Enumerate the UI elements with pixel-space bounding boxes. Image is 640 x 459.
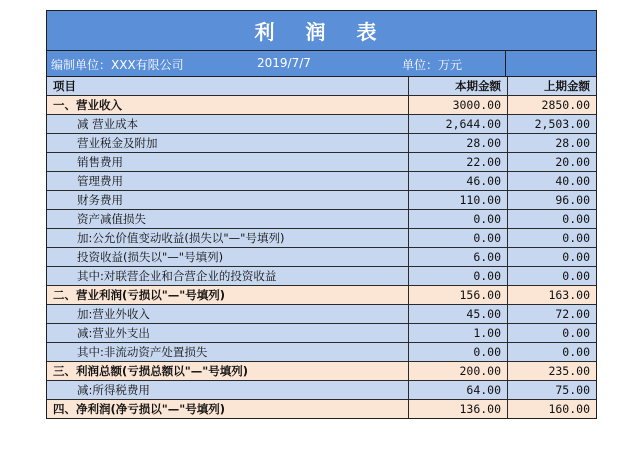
row-previous-amount: 0.00 <box>508 324 596 343</box>
table-row <box>47 343 596 362</box>
row-label: 资产减值损失 <box>47 210 409 229</box>
row-current-amount: 2,644.00 <box>409 115 508 134</box>
header-current: 本期金额 <box>409 77 508 96</box>
row-label: 减:营业外支出 <box>47 324 409 343</box>
table-row <box>47 305 596 324</box>
row-previous-amount: 20.00 <box>508 153 596 172</box>
row-current-amount: 200.00 <box>409 362 508 381</box>
company-label: 编制单位：XXX有限公司 <box>51 58 184 72</box>
row-previous-amount: 0.00 <box>508 343 596 362</box>
row-label: 加:公允价值变动收益(损失以"—"号填列) <box>47 229 409 248</box>
row-previous-amount: 0.00 <box>508 229 596 248</box>
row-current-amount: 0.00 <box>409 210 508 229</box>
table-row <box>47 191 596 210</box>
header-previous: 上期金额 <box>508 77 596 96</box>
table-row <box>47 134 596 153</box>
row-current-amount: 46.00 <box>409 172 508 191</box>
row-previous-amount: 96.00 <box>508 191 596 210</box>
row-label: 减:所得税费用 <box>47 381 409 400</box>
table-row <box>47 286 596 305</box>
row-current-amount: 156.00 <box>409 286 508 305</box>
row-current-amount: 0.00 <box>409 229 508 248</box>
row-previous-amount: 75.00 <box>508 381 596 400</box>
row-label: 管理费用 <box>47 172 409 191</box>
row-current-amount: 6.00 <box>409 248 508 267</box>
row-label: 其中:对联营企业和合营企业的投资收益 <box>47 267 409 286</box>
row-previous-amount: 72.00 <box>508 305 596 324</box>
table-row <box>47 381 596 400</box>
row-label: 四、净利润(净亏损以"—"号填列) <box>47 400 409 419</box>
table-row <box>47 210 596 229</box>
statement-meta-bar <box>47 51 596 77</box>
unit-label: 单位：万元 <box>402 58 463 72</box>
row-previous-amount: 40.00 <box>508 172 596 191</box>
table-row <box>47 324 596 343</box>
row-previous-amount: 0.00 <box>508 210 596 229</box>
row-label: 销售费用 <box>47 153 409 172</box>
income-statement-sheet <box>46 10 597 419</box>
table-row <box>47 267 596 286</box>
table-row <box>47 229 596 248</box>
row-current-amount: 0.00 <box>409 343 508 362</box>
row-previous-amount: 0.00 <box>508 248 596 267</box>
table-header-row <box>47 77 596 96</box>
row-previous-amount: 163.00 <box>508 286 596 305</box>
row-current-amount: 22.00 <box>409 153 508 172</box>
row-label: 减 营业成本 <box>47 115 409 134</box>
row-previous-amount: 235.00 <box>508 362 596 381</box>
header-item: 项目 <box>47 77 409 96</box>
row-label: 三、利润总额(亏损总额以"—"号填列) <box>47 362 409 381</box>
row-current-amount: 136.00 <box>409 400 508 419</box>
row-label: 财务费用 <box>47 191 409 210</box>
row-previous-amount: 160.00 <box>508 400 596 419</box>
row-label: 投资收益(损失以"—"号填列) <box>47 248 409 267</box>
statement-table <box>47 77 596 418</box>
row-current-amount: 0.00 <box>409 267 508 286</box>
row-current-amount: 64.00 <box>409 381 508 400</box>
row-previous-amount: 2850.00 <box>508 96 596 115</box>
table-row <box>47 115 596 134</box>
table-row <box>47 362 596 381</box>
row-previous-amount: 28.00 <box>508 134 596 153</box>
row-current-amount: 110.00 <box>409 191 508 210</box>
row-previous-amount: 0.00 <box>508 267 596 286</box>
row-current-amount: 3000.00 <box>409 96 508 115</box>
report-date: 2019/7/7 <box>257 56 311 70</box>
table-row <box>47 248 596 267</box>
row-current-amount: 45.00 <box>409 305 508 324</box>
row-label: 二、营业利润(亏损以"—"号填列) <box>47 286 409 305</box>
table-row <box>47 153 596 172</box>
table-row <box>47 96 596 115</box>
row-label: 其中:非流动资产处置损失 <box>47 343 409 362</box>
row-current-amount: 1.00 <box>409 324 508 343</box>
table-row <box>47 172 596 191</box>
row-label: 营业税金及附加 <box>47 134 409 153</box>
statement-title: 利 润 表 <box>47 11 596 51</box>
table-row <box>47 400 596 419</box>
row-current-amount: 28.00 <box>409 134 508 153</box>
row-previous-amount: 2,503.00 <box>508 115 596 134</box>
row-label: 加:营业外收入 <box>47 305 409 324</box>
statement-rows <box>47 96 596 419</box>
meta-empty-cell <box>505 51 596 76</box>
row-label: 一、营业收入 <box>47 96 409 115</box>
